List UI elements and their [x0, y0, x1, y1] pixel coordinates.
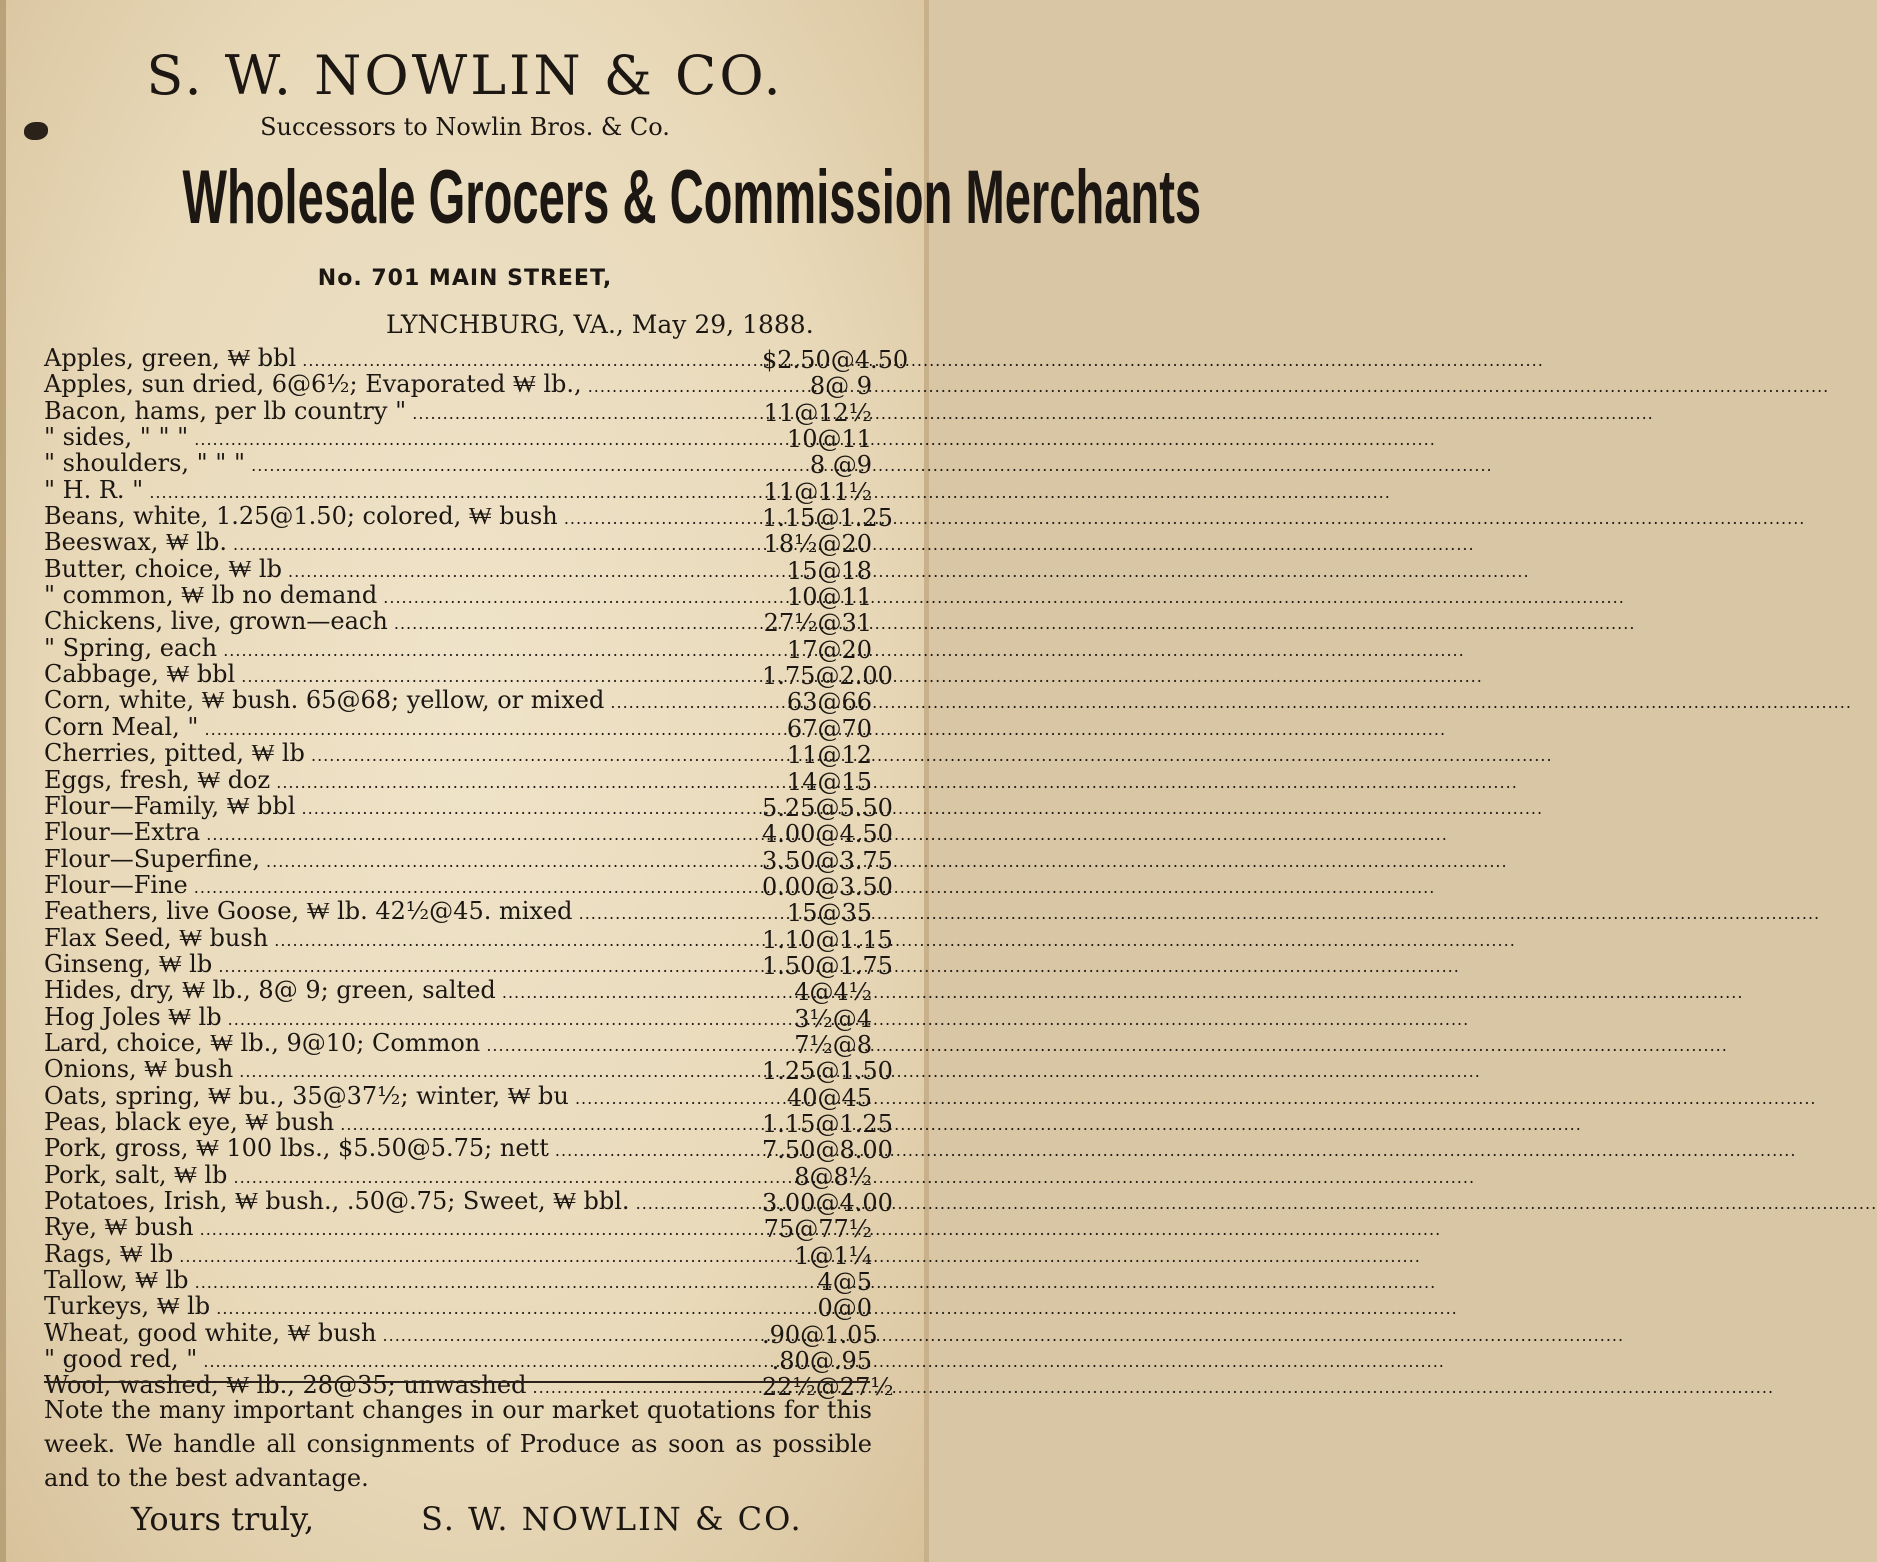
- successors-line: Successors to Nowlin Bros. & Co.: [260, 113, 670, 141]
- commodity-price: 15@18: [786, 556, 872, 585]
- commodity-price: 0.00@3.50: [762, 872, 893, 901]
- commodity-price: 1.75@2.00: [762, 662, 893, 691]
- price-row: [44, 502, 893, 533]
- commodity-price: 3.50@3.75: [762, 846, 893, 875]
- signoff: [6, 1500, 935, 1540]
- price-row: [44, 1002, 872, 1033]
- commodity-label: Beans, white, 1.25@1.50; colored, ₩ bush .....: [44, 503, 764, 532]
- price-row: [44, 1187, 893, 1217]
- business-banner: [6, 148, 1202, 248]
- commodity-price: 67@70: [786, 714, 872, 743]
- price-row: [44, 791, 893, 822]
- commodity-label: Ginseng, ₩ lb .....: [44, 951, 764, 980]
- commodity-price: 11@12: [786, 741, 872, 770]
- commodity-price: 3.00@4.00: [762, 1189, 893, 1217]
- price-row: [44, 1345, 872, 1376]
- price-row: [44, 1292, 872, 1323]
- commodity-price: 1.15@1.25: [762, 504, 893, 533]
- price-row: [44, 1107, 893, 1138]
- commodity-label: Flax Seed, ₩ bush .....: [44, 925, 764, 954]
- commodity-label: Butter, choice, ₩ lb .....: [44, 556, 764, 585]
- commodity-label: Cherries, pitted, ₩ lb .....: [44, 740, 764, 769]
- price-row: [44, 1266, 872, 1297]
- signature: S. W. NOWLIN & CO.: [421, 1500, 803, 1538]
- price-row: [44, 1213, 872, 1244]
- price-row: [44, 1134, 893, 1165]
- price-row: [44, 1160, 872, 1191]
- commodity-price: 15@35: [786, 899, 872, 928]
- commodity-label: Feathers, live Goose, ₩ lb. 42½@45. mixed .....: [44, 898, 764, 927]
- commodity-label: " common, ₩ lb no demand .....: [44, 582, 764, 611]
- commodity-label: Flour—Superfine, .....: [44, 846, 764, 875]
- price-row: [44, 686, 872, 717]
- commodity-price: 27½@31: [763, 609, 872, 638]
- commodity-price: 8@8½: [794, 1162, 872, 1191]
- commodity-label: Apples, green, ₩ bbl .....: [44, 345, 764, 374]
- commodity-label: Flour—Fine .....: [44, 872, 764, 901]
- commodity-label: Chickens, live, grown—each .....: [44, 608, 764, 637]
- price-row: [44, 897, 872, 928]
- price-row: [44, 396, 872, 427]
- price-row: [44, 581, 872, 612]
- commodity-price: 8@ 9: [809, 372, 872, 401]
- firm-name: S. W. NOWLIN & CO.: [146, 44, 784, 107]
- price-row: [44, 554, 872, 585]
- price-row: [44, 423, 872, 454]
- commodity-price: 7½@8: [794, 1030, 872, 1059]
- price-row: [44, 1081, 872, 1112]
- commodity-label: Pork, gross, ₩ 100 lbs., $5.50@5.75; nett .....: [44, 1135, 764, 1164]
- commodity-price: 1.15@1.25: [762, 1109, 893, 1138]
- commodity-label: Oats, spring, ₩ bu., 35@37½; winter, ₩ bu .....: [44, 1083, 764, 1112]
- price-row: [44, 1055, 893, 1086]
- note-paragraph: Note the many important changes in our market quotations for this week. We handle all consignments of Produce as soon as possible and to the best advantage.: [44, 1396, 872, 1492]
- commodity-label: Rags, ₩ lb .....: [44, 1241, 764, 1270]
- commodity-label: Peas, black eye, ₩ bush .....: [44, 1109, 764, 1138]
- divider: [44, 1381, 870, 1383]
- commodity-price: 4@4½: [794, 978, 872, 1007]
- price-row: [44, 660, 893, 691]
- price-row: [44, 949, 893, 980]
- commodity-price: 14@15: [786, 767, 872, 796]
- commodity-price: 40@45: [786, 1083, 872, 1112]
- commodity-label: " Spring, each .....: [44, 635, 764, 664]
- commodity-label: Corn Meal, " .....: [44, 714, 764, 743]
- commodity-label: Lard, choice, ₩ lb., 9@10; Common .....: [44, 1030, 764, 1059]
- commodity-price: 7.50@8.00: [762, 1136, 893, 1165]
- commodity-price: 10@11: [786, 583, 872, 612]
- commodity-label: Bacon, hams, per lb country " .....: [44, 398, 764, 427]
- price-row: [44, 475, 872, 506]
- commodity-label: Flour—Extra .....: [44, 819, 764, 848]
- commodity-label: Wheat, good white, ₩ bush .....: [44, 1320, 764, 1349]
- commodity-price: 1@1¼: [794, 1241, 872, 1270]
- street-address: No. 701 MAIN STREET,: [317, 266, 613, 291]
- commodity-price: 4@5: [817, 1268, 872, 1297]
- commodity-label: Pork, salt, ₩ lb .....: [44, 1162, 764, 1191]
- commodity-label: " good red, " .....: [44, 1346, 764, 1375]
- price-row: [44, 976, 872, 1007]
- price-row: [44, 344, 909, 374]
- commodity-price: 4.00@4.50: [762, 820, 893, 849]
- commodity-price: $2.50@4.50: [762, 346, 909, 374]
- commodity-price: 11@12½: [763, 398, 872, 427]
- price-row: [44, 870, 893, 901]
- commodity-price: 22½@27½: [762, 1373, 894, 1402]
- price-row: [44, 449, 872, 480]
- commodity-label: Eggs, fresh, ₩ doz .....: [44, 767, 764, 796]
- commodity-price: 3½@4: [794, 1004, 872, 1033]
- commodity-label: " H. R. " .....: [44, 477, 764, 506]
- price-row: [44, 923, 893, 954]
- commodity-price: .80@.95: [771, 1347, 872, 1376]
- commodity-label: Flour—Family, ₩ bbl .....: [44, 793, 764, 822]
- commodity-price: 63@66: [786, 688, 872, 717]
- commodity-price: 11@11½: [763, 477, 872, 506]
- commodity-label: Onions, ₩ bush .....: [44, 1056, 764, 1085]
- commodity-label: Corn, white, ₩ bush. 65@68; yellow, or mixed .....: [44, 687, 764, 716]
- commodity-price: 1.50@1.75: [762, 951, 893, 980]
- commodity-price: 17@20: [786, 635, 872, 664]
- commodity-price: 8 @9: [809, 451, 872, 480]
- commodity-label: Hog Joles ₩ lb .....: [44, 1004, 764, 1033]
- commodity-price: 0@0: [817, 1294, 872, 1323]
- commodity-price: 75@77½: [763, 1215, 872, 1244]
- commodity-price: 1.10@1.15: [762, 925, 893, 954]
- price-row: [44, 818, 893, 849]
- price-row: [44, 1318, 878, 1349]
- price-row: [44, 739, 872, 770]
- closing: Yours truly,: [131, 1500, 315, 1538]
- price-row: [44, 633, 872, 664]
- commodity-label: " shoulders, " " " .....: [44, 450, 764, 479]
- price-row: [44, 1239, 872, 1270]
- commodity-price: 1.25@1.50: [762, 1057, 893, 1086]
- price-row: [44, 607, 872, 638]
- commodity-label: Wool, washed, ₩ lb., 28@35; unwashed .....: [44, 1372, 764, 1401]
- commodity-label: Turkeys, ₩ lb .....: [44, 1293, 764, 1322]
- price-row: [44, 765, 872, 796]
- commodity-label: Cabbage, ₩ bbl .....: [44, 661, 764, 690]
- commodity-label: Beeswax, ₩ lb. .....: [44, 529, 764, 558]
- commodity-label: Tallow, ₩ lb .....: [44, 1267, 764, 1296]
- price-row: [44, 1028, 872, 1059]
- commodity-price: 18½@20: [763, 530, 872, 559]
- commodity-label: Apples, sun dried, 6@6½; Evaporated ₩ lb., .....: [44, 371, 764, 400]
- commodity-label: Rye, ₩ bush .....: [44, 1214, 764, 1243]
- price-row: [44, 712, 872, 743]
- price-row: [44, 370, 872, 401]
- price-row: [44, 528, 872, 559]
- commodity-label: " sides, " " " .....: [44, 424, 764, 453]
- price-list: [44, 344, 909, 1402]
- business-title: Wholesale Grocers & Commission Merchants: [182, 155, 1202, 240]
- commodity-price: 5.25@5.50: [762, 793, 893, 822]
- price-row: [44, 844, 893, 875]
- commodity-price: .90@1.05: [762, 1320, 878, 1349]
- commodity-label: Potatoes, Irish, ₩ bush., .50@.75; Sweet, ₩ bbl. .....: [44, 1188, 764, 1217]
- dateline: LYNCHBURG, VA., May 29, 1888.: [386, 310, 814, 339]
- commodity-price: 10@11: [786, 425, 872, 454]
- commodity-label: Hides, dry, ₩ lb., 8@ 9; green, salted .....: [44, 977, 764, 1006]
